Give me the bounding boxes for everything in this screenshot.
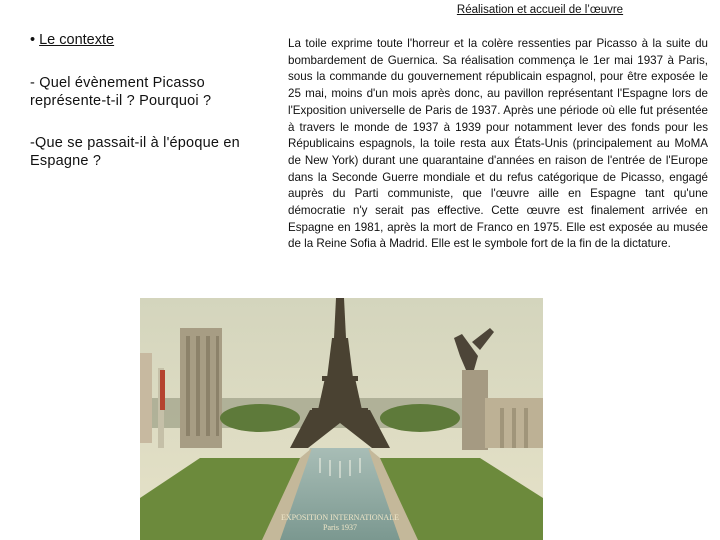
page-title: Réalisation et accueil de l’œuvre — [456, 4, 624, 16]
question-event: - Quel évènement Picasso représente-t-il ? Pourquoi ? — [30, 75, 212, 109]
context-bullet — [30, 32, 270, 48]
context-label: Le contexte — [39, 32, 115, 48]
left-column — [30, 32, 270, 194]
bullet-icon: • — [30, 32, 36, 48]
history-paragraph: La toile exprime toute l'horreur et la colère ressenties par Picasso à la suite du bombardement de Guernica. Sa réalisation commença le 1er mai 1937 à Paris, sous la commande du gouvernement républicain espagnol, pour être exposée le 25 mai, moins d'un mois après donc, au pavillon représentant l'Espagne lors de l'Exposition universelle de Paris de 1937. Après une période où elle fut présentée à travers le monde de 1937 à 1939 pour notamment lever des fonds pour les Républicains espagnols, la toile resta aux États-Unis (principalement au MoMA de New York) durant une quarantaine d'années en raison de l'entrée de l'Europe dans la Seconde Guerre mondiale et du refus catégorique de Picasso, engagé auprès du Parti communiste, que l'œuvre aille en Espagne tant qu'une démocratie n'y serait pas effective. Cette œuvre est finalement arrivée en Espagne en 1981, après la mort de Franco en 1975. Elle est exposée au musée de la Reine Sofia à Madrid. Elle est le symbole fort de la fin de la dictature. — [288, 37, 708, 251]
expo-1937-photo — [140, 298, 543, 540]
question-spain: -Que se passait-il à l'époque en Espagne ? — [30, 135, 240, 169]
trees-right — [380, 404, 460, 432]
photo-caption-line1: EXPOSITION INTERNATIONALE — [281, 513, 399, 522]
trees-left — [220, 404, 300, 432]
expo-photo-illustration — [140, 298, 543, 540]
right-pavilion-tower — [462, 370, 488, 450]
photo-caption-line2: Paris 1937 — [323, 523, 357, 532]
flag-red-left — [160, 370, 165, 410]
left-building — [140, 353, 152, 443]
